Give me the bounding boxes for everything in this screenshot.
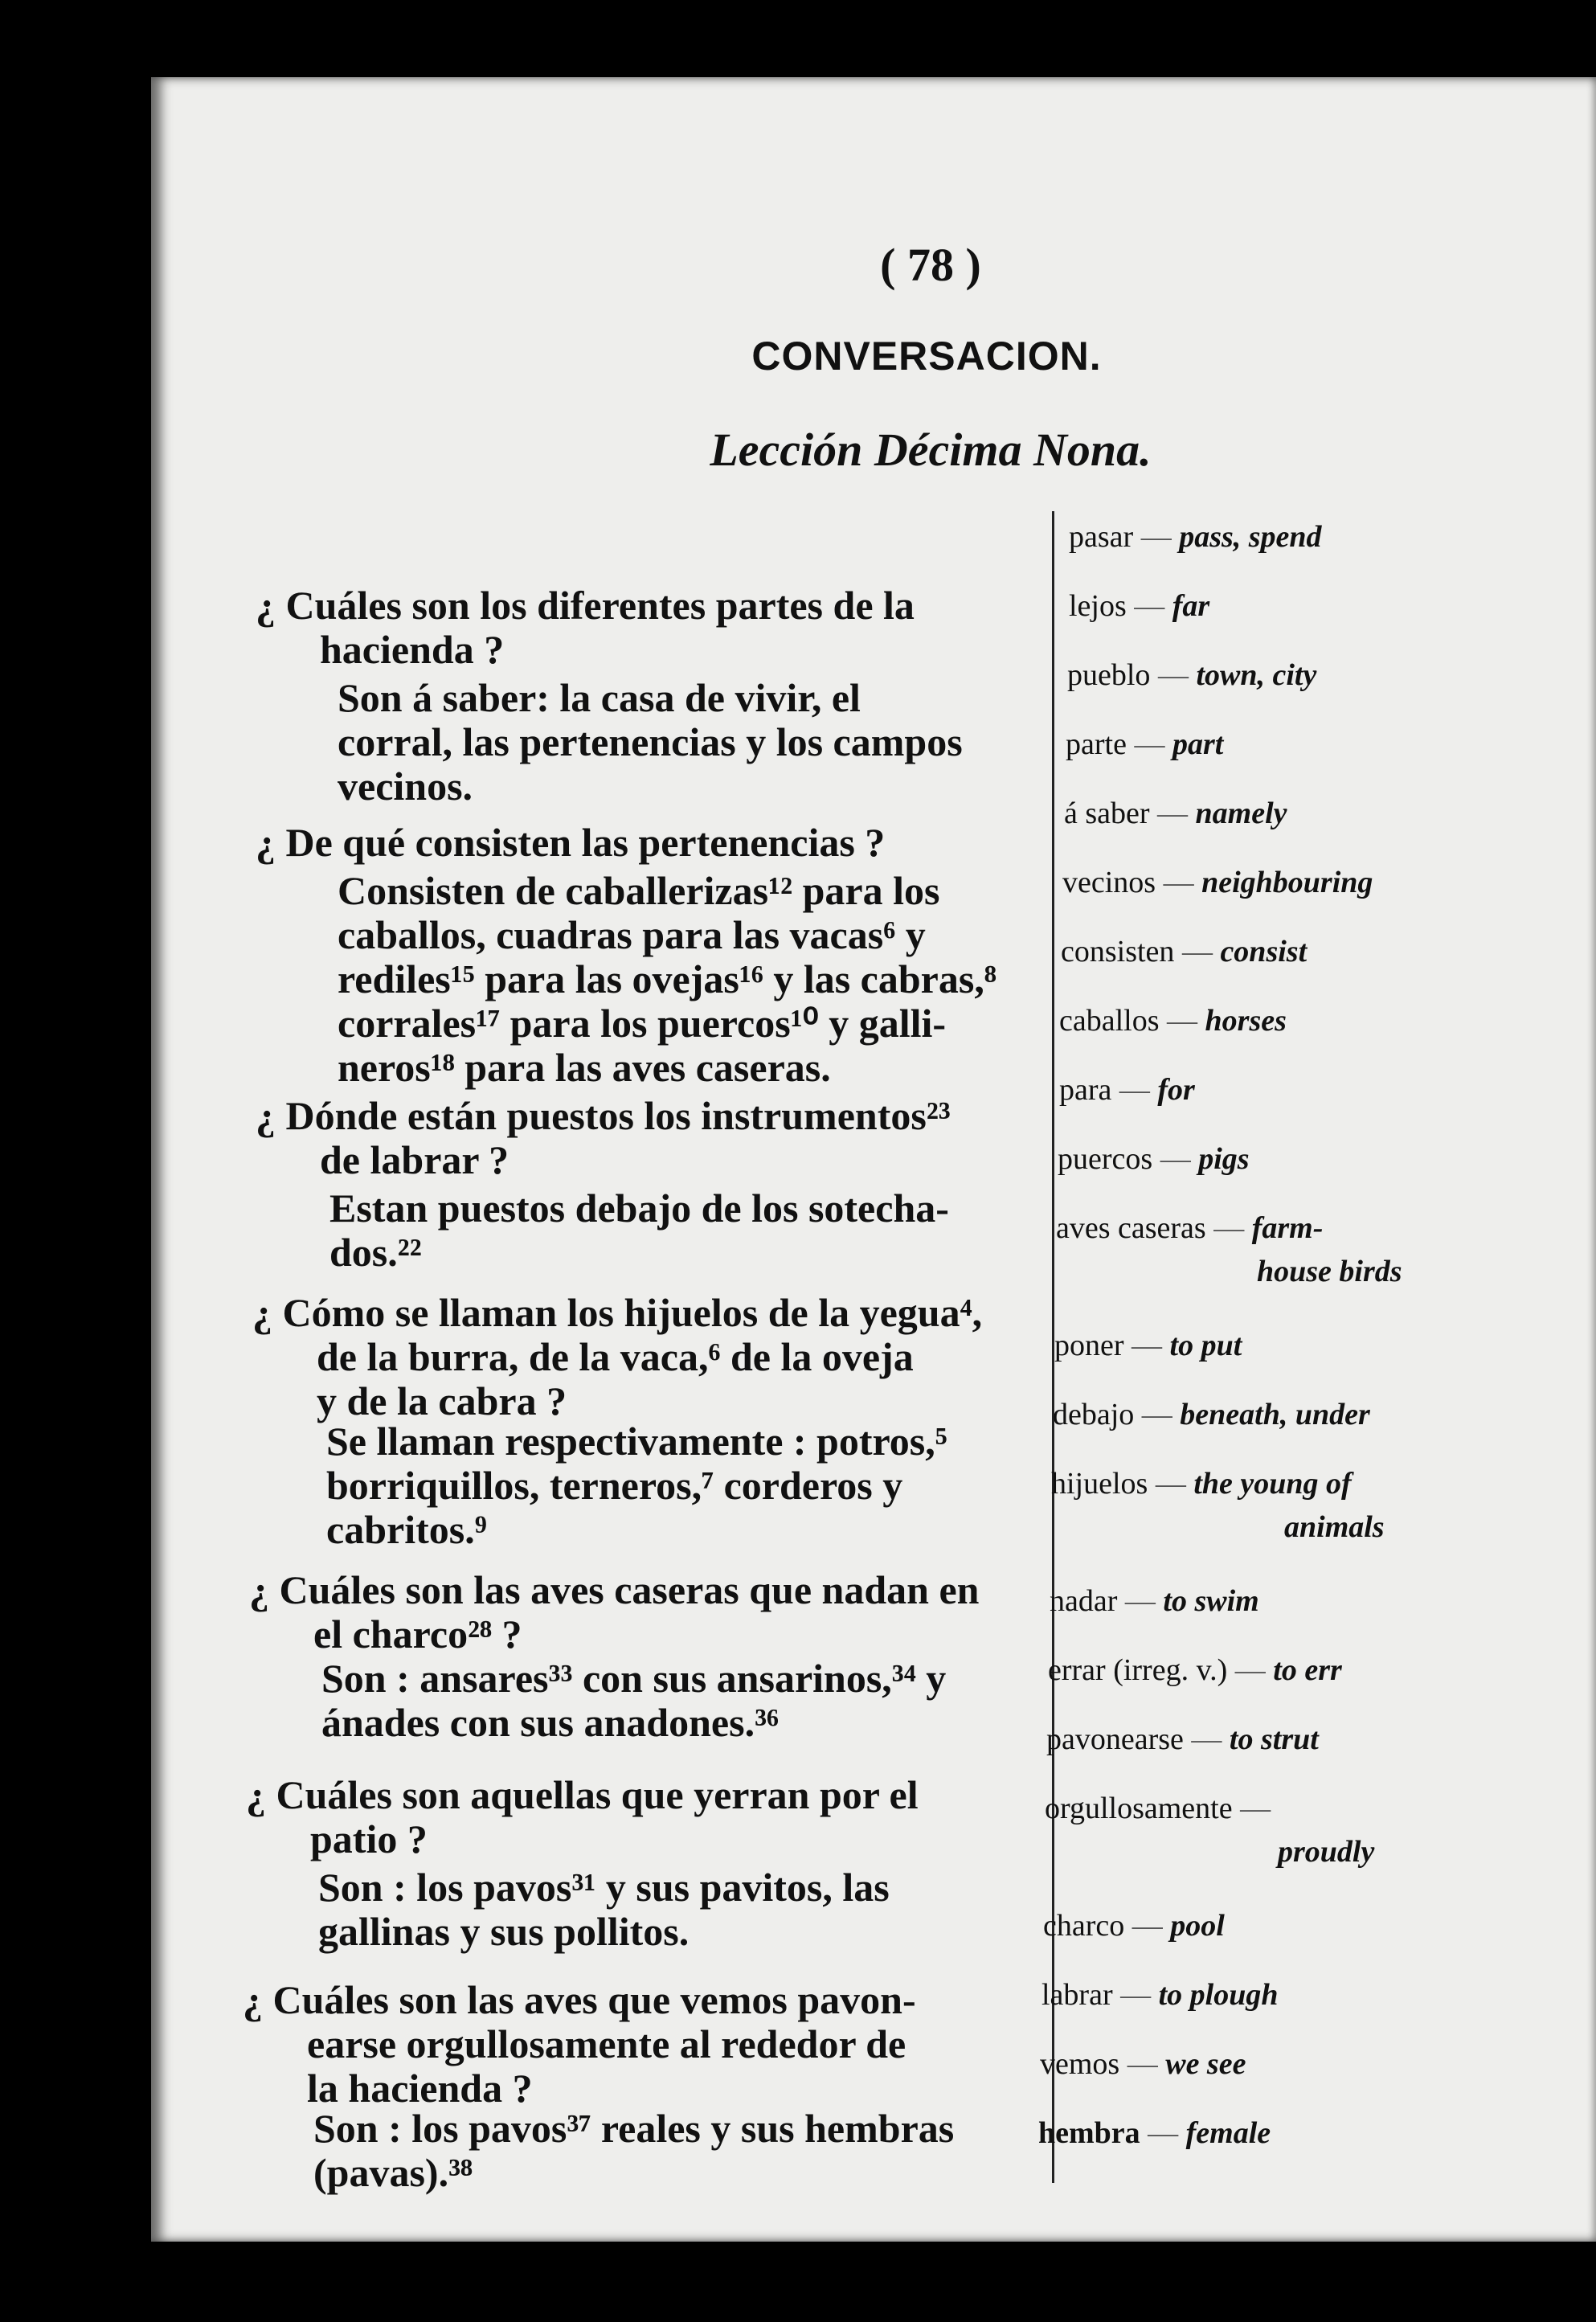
vocab-spanish: para bbox=[1059, 1073, 1112, 1107]
question-line: de labrar ? bbox=[320, 1137, 509, 1182]
vocab-spanish: poner bbox=[1054, 1329, 1124, 1362]
vocab-english: beneath, under bbox=[1180, 1398, 1370, 1431]
answer-line: Son : los pavos³⁷ reales y sus hembras bbox=[313, 2106, 955, 2151]
vocab-entry: debajo — beneath, under bbox=[1053, 1398, 1370, 1431]
answer bbox=[338, 869, 1021, 1090]
vocab-spanish: consisten bbox=[1061, 935, 1175, 969]
vocab-spanish: vecinos bbox=[1062, 866, 1156, 899]
vocab-english: part bbox=[1172, 727, 1224, 761]
question bbox=[256, 821, 1021, 865]
question-line: ¿ Dónde están puestos los instrumentos²³ bbox=[256, 1093, 951, 1138]
vocab-entry: pueblo — town, city bbox=[1067, 658, 1317, 692]
vocab-entry: parte — part bbox=[1066, 727, 1224, 761]
lesson-subheading: Lección Décima Nona. bbox=[710, 424, 1152, 476]
vocab-spanish: pavonearse bbox=[1046, 1722, 1184, 1756]
answer-line: rediles¹⁵ para las ovejas¹⁶ y las cabras,⁸ bbox=[338, 956, 996, 1001]
vocab-english-continued: house birds bbox=[1257, 1255, 1402, 1288]
vocab-spanish: hijuelos bbox=[1051, 1467, 1148, 1501]
vocab-entry: pasar — pass, spend bbox=[1069, 520, 1322, 554]
vocab-english: the young of bbox=[1193, 1467, 1352, 1501]
vocab-spanish: caballos bbox=[1059, 1004, 1160, 1038]
vocab-spanish: debajo bbox=[1053, 1398, 1135, 1431]
vocab-spanish: nadar bbox=[1050, 1584, 1118, 1618]
vocab-english: to plough bbox=[1158, 1978, 1279, 2012]
answer-line: vecinos. bbox=[338, 764, 473, 809]
vocab-english: to swim bbox=[1163, 1584, 1259, 1618]
vocab-entry: vecinos — neighbouring bbox=[1062, 866, 1373, 899]
question-line: hacienda ? bbox=[320, 627, 505, 672]
answer-line: corral, las pertenencias y los campos bbox=[338, 719, 963, 764]
vocab-entry: aves caseras — farm- house birds bbox=[1056, 1211, 1402, 1288]
vocab-entry: hijuelos — the young of animals bbox=[1051, 1467, 1385, 1544]
question bbox=[252, 1291, 1021, 1423]
vocab-entry: labrar — to plough bbox=[1041, 1978, 1279, 2012]
vocab-entry: charco — pool bbox=[1043, 1909, 1225, 1943]
vocab-spanish: aves caseras bbox=[1056, 1211, 1206, 1245]
conversation-column bbox=[151, 77, 1035, 2242]
vocab-entry: orgullosamente — proudly bbox=[1045, 1792, 1375, 1869]
vocab-spanish: lejos bbox=[1069, 589, 1127, 623]
question bbox=[246, 1773, 1021, 1861]
question-line: la hacienda ? bbox=[307, 2066, 533, 2111]
question-line: de la burra, de la vaca,⁶ de la oveja bbox=[317, 1334, 914, 1379]
question-line: y de la cabra ? bbox=[317, 1378, 567, 1423]
question-line: patio ? bbox=[310, 1816, 428, 1861]
vocab-entry: poner — to put bbox=[1054, 1329, 1242, 1362]
answer bbox=[321, 1657, 1021, 1745]
answer-line: Consisten de caballerizas¹² para los bbox=[338, 868, 940, 913]
vocab-english-continued: animals bbox=[1284, 1510, 1385, 1544]
vocab-spanish: charco bbox=[1043, 1909, 1125, 1943]
vocab-english: pigs bbox=[1198, 1142, 1250, 1176]
vocab-english: horses bbox=[1205, 1004, 1287, 1038]
vocab-spanish: puercos bbox=[1058, 1142, 1153, 1176]
vocab-english: neighbouring bbox=[1201, 866, 1373, 899]
vocab-spanish: parte bbox=[1066, 727, 1127, 761]
vocab-entry: puercos — pigs bbox=[1058, 1142, 1250, 1176]
answer-line: gallinas y sus pollitos. bbox=[318, 1909, 690, 1954]
vocab-english: town, city bbox=[1196, 658, 1317, 692]
vocab-entry: consisten — consist bbox=[1061, 935, 1307, 969]
question bbox=[256, 1094, 1021, 1182]
answer-line: Son : ansares³³ con sus ansarinos,³⁴ y bbox=[321, 1656, 947, 1701]
vocab-english: to err bbox=[1273, 1653, 1342, 1687]
answer-line: borriquillos, terneros,⁷ corderos y bbox=[326, 1463, 903, 1508]
vocab-entry: á saber — namely bbox=[1064, 797, 1287, 830]
vocab-english: farm- bbox=[1251, 1211, 1324, 1245]
answer bbox=[329, 1186, 1021, 1275]
answer bbox=[338, 676, 1021, 809]
question bbox=[249, 1568, 1021, 1657]
answer-line: Estan puestos debajo de los sotecha- bbox=[329, 1186, 949, 1231]
question-line: earse orgullosamente al rededor de bbox=[307, 2021, 906, 2066]
vocab-english: to put bbox=[1169, 1329, 1242, 1362]
answer-line: Son á saber: la casa de vivir, el bbox=[338, 675, 861, 720]
page-number: ( 78 ) bbox=[880, 239, 981, 291]
answer-line: (pavas).³⁸ bbox=[313, 2150, 473, 2195]
answer-line: corrales¹⁷ para los puercos¹⁰ y galli- bbox=[338, 1001, 947, 1046]
vocab-english: pass, spend bbox=[1179, 520, 1322, 554]
vocab-spanish: labrar bbox=[1041, 1978, 1113, 2012]
vocab-spanish: vemos bbox=[1040, 2047, 1120, 2081]
vocab-english: female bbox=[1185, 2116, 1271, 2150]
vocab-entry: vemos — we see bbox=[1040, 2047, 1246, 2081]
question-line: ¿ Cuáles son los diferentes partes de la bbox=[256, 583, 915, 628]
answer-line: neros¹⁸ para las aves caseras. bbox=[338, 1045, 831, 1090]
vocab-entry: caballos — horses bbox=[1059, 1004, 1287, 1038]
vocab-spanish: á saber bbox=[1064, 797, 1150, 830]
book-page bbox=[151, 77, 1596, 2242]
answer-line: ánades con sus anadones.³⁶ bbox=[321, 1700, 780, 1745]
page-heading: CONVERSACION. bbox=[751, 334, 1102, 379]
vocab-english: namely bbox=[1195, 797, 1287, 830]
vocab-english-continued: proudly bbox=[1278, 1835, 1375, 1869]
vocab-entry: nadar — to swim bbox=[1050, 1584, 1259, 1618]
vocab-entry: pavonearse — to strut bbox=[1046, 1722, 1319, 1756]
answer-line: Se llaman respectivamente : potros,⁵ bbox=[326, 1419, 947, 1464]
vocab-english: pool bbox=[1170, 1909, 1225, 1943]
question-line: ¿ De qué consisten las pertenencias ? bbox=[256, 820, 886, 865]
question bbox=[243, 1978, 1021, 2111]
answer-line: caballos, cuadras para las vacas⁶ y bbox=[338, 912, 926, 957]
vocab-spanish: orgullosamente bbox=[1045, 1792, 1233, 1825]
vocab-english: to strut bbox=[1229, 1722, 1319, 1756]
vocab-entry: para — for bbox=[1059, 1073, 1195, 1107]
question bbox=[256, 584, 1021, 672]
vocab-entry: errar (irreg. v.) — to err bbox=[1048, 1653, 1342, 1687]
question-line: ¿ Cuáles son las aves caseras que nadan en bbox=[249, 1567, 980, 1612]
answer-line: Son : los pavos³¹ y sus pavitos, las bbox=[318, 1865, 890, 1910]
vocab-spanish: errar (irreg. v.) bbox=[1048, 1653, 1228, 1687]
answer-line: cabritos.⁹ bbox=[326, 1507, 487, 1552]
vocab-spanish: hembra bbox=[1038, 2116, 1140, 2150]
question-line: el charco²⁸ ? bbox=[313, 1611, 522, 1657]
answer bbox=[318, 1865, 1021, 1954]
question-line: ¿ Cuáles son las aves que vemos pavon- bbox=[243, 1977, 916, 2022]
question-line: ¿ Cómo se llaman los hijuelos de la yegua⁴, bbox=[252, 1290, 983, 1335]
vocab-spanish: pasar bbox=[1069, 520, 1134, 554]
question-line: ¿ Cuáles son aquellas que yerran por el bbox=[246, 1772, 919, 1817]
answer bbox=[326, 1419, 1021, 1552]
vocab-english: for bbox=[1157, 1073, 1195, 1107]
vocab-entry: lejos — far bbox=[1069, 589, 1210, 623]
answer-line: dos.²² bbox=[329, 1230, 422, 1275]
vocab-english: we see bbox=[1165, 2047, 1246, 2081]
vocab-spanish: pueblo bbox=[1067, 658, 1151, 692]
vocab-english: far bbox=[1172, 589, 1210, 623]
answer bbox=[313, 2107, 1021, 2195]
vocab-english: consist bbox=[1220, 935, 1307, 969]
vocab-entry: hembra — female bbox=[1038, 2116, 1271, 2150]
